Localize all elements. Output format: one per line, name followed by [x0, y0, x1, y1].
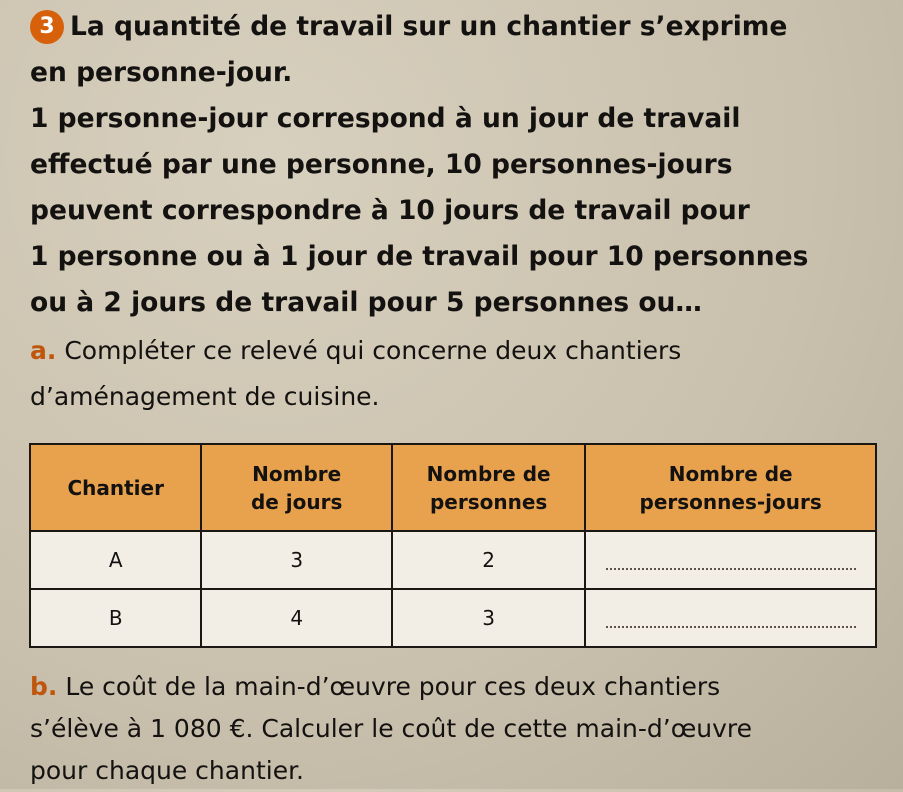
cell-chantier: B: [30, 589, 201, 647]
statement-line-1: 3 La quantité de travail sur un chantier s’exprime: [30, 4, 890, 50]
answer-dotted-line: [606, 604, 856, 628]
cell-jours: 4: [201, 589, 392, 647]
exercise-number-badge: 3: [30, 10, 64, 44]
question-b-line-2: s’élève à 1 080 €. Calculer le coût de cette main-d’œuvre: [30, 714, 753, 743]
question-a-line-2: d’aménagement de cuisine.: [30, 382, 380, 411]
releve-table: [29, 443, 877, 648]
table-row: [30, 531, 876, 589]
statement-line-5: peuvent correspondre à 10 jours de travail pour: [30, 195, 750, 226]
question-a-letter: a.: [30, 336, 57, 365]
header-personnes-jours: Nombre de personnes-jours: [585, 444, 876, 531]
statement-line-7: ou à 2 jours de travail pour 5 personnes ou…: [30, 287, 702, 318]
question-a: [30, 328, 890, 420]
cell-personnes-jours-blank[interactable]: [585, 589, 876, 647]
exercise-statement: [30, 4, 890, 326]
header-chantier: Chantier: [30, 444, 201, 531]
statement-line-2: en personne-jour.: [30, 57, 293, 88]
cell-personnes: 2: [392, 531, 585, 589]
statement-line-6: 1 personne ou à 1 jour de travail pour 10 personnes: [30, 241, 809, 272]
question-b: [30, 666, 890, 792]
header-nombre-personnes: Nombre de personnes: [392, 444, 585, 531]
question-b-letter: b.: [30, 672, 58, 701]
cell-chantier: A: [30, 531, 201, 589]
header-nombre-jours: Nombre de jours: [201, 444, 392, 531]
cell-jours: 3: [201, 531, 392, 589]
table-row: [30, 589, 876, 647]
statement-line-4: effectué par une personne, 10 personnes-jours: [30, 149, 733, 180]
cell-personnes-jours-blank[interactable]: [585, 531, 876, 589]
question-b-line-1: b. Le coût de la main-d’œuvre pour ces deux chantiers: [30, 672, 721, 701]
question-b-line-3: pour chaque chantier.: [30, 756, 304, 785]
question-a-line-1: a. Compléter ce relevé qui concerne deux chantiers: [30, 336, 682, 365]
answer-dotted-line: [606, 546, 856, 570]
statement-line-3: 1 personne-jour correspond à un jour de travail: [30, 103, 741, 134]
cell-personnes: 3: [392, 589, 585, 647]
table-header-row: [30, 444, 876, 531]
